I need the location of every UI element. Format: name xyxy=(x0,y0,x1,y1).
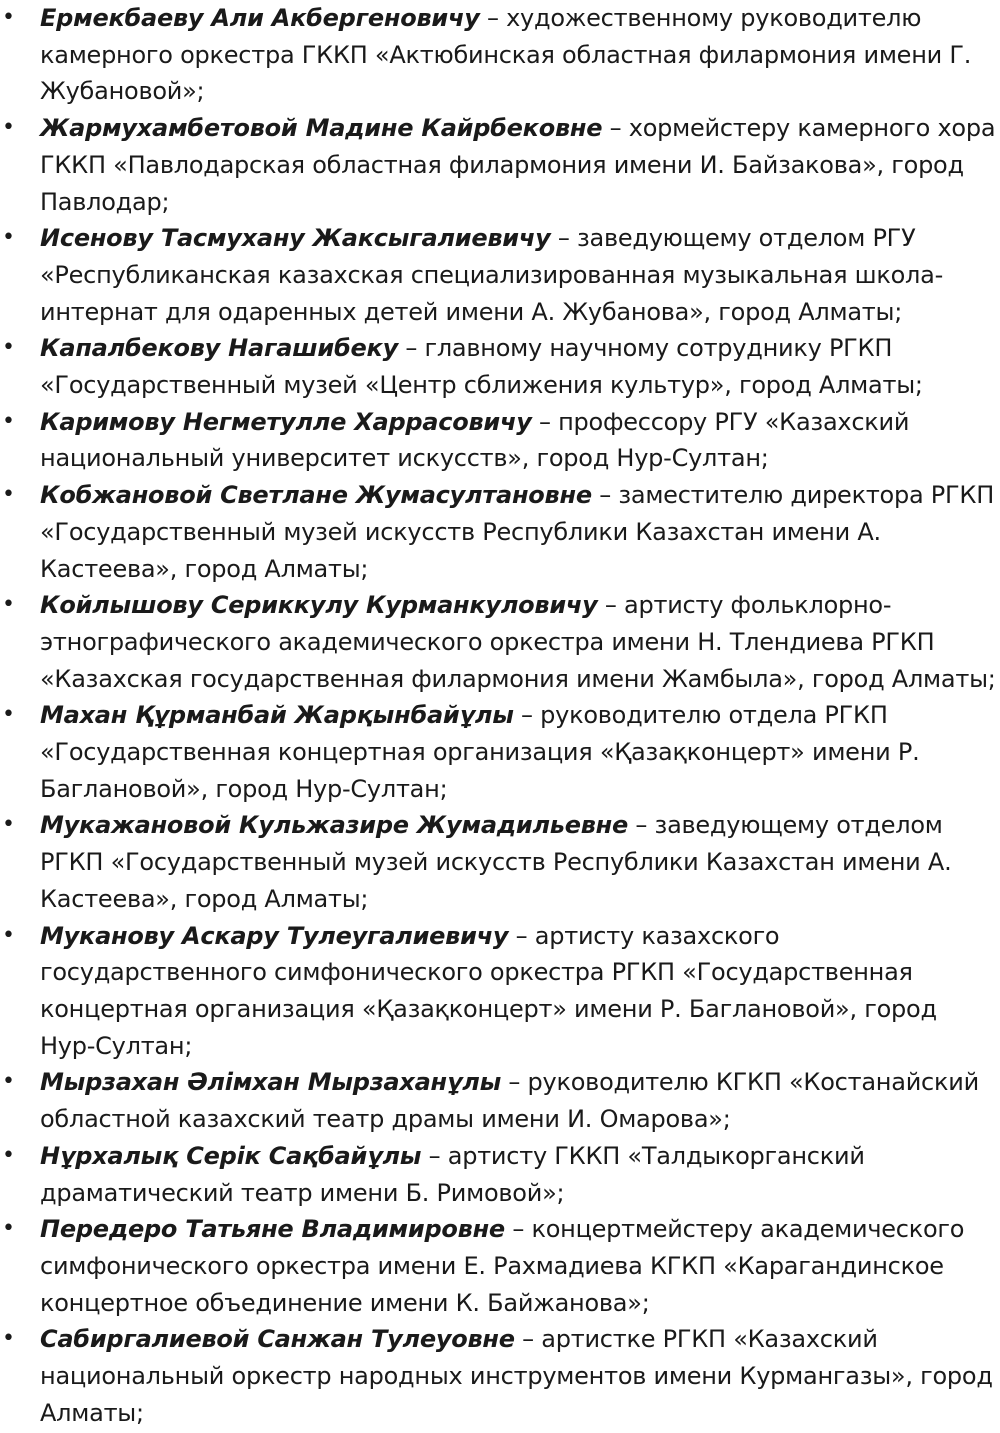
recipient-name: Капалбекову Нагашибеку xyxy=(40,334,398,363)
bullet-icon: • xyxy=(2,408,15,434)
list-item xyxy=(0,697,1000,807)
list-item xyxy=(0,587,1000,697)
list-item xyxy=(0,220,1000,330)
list-item xyxy=(0,918,1000,1065)
recipient-description: – артистке РГКП «Казахский национальный оркестр народных инструментов имени Курмангазы», город Алматы; xyxy=(40,1325,993,1427)
recipient-description: – главному научному сотруднику РГКП «Государственный музей «Центр сближения культур», город Алматы; xyxy=(40,334,923,400)
recipient-name: Жармухамбетовой Мадине Кайрбековне xyxy=(40,114,603,143)
list-item xyxy=(0,807,1000,917)
recipient-name: Ермекбаеву Али Акбергеновичу xyxy=(40,4,480,32)
bullet-icon: • xyxy=(2,1142,15,1168)
list-item xyxy=(0,110,1000,220)
recipient-description: – руководителю отдела РГКП «Государственная концертная организация «Қазақконцерт» имени Р. Баглановой», город Нур-Султан; xyxy=(40,701,920,803)
bullet-icon: • xyxy=(2,1069,15,1095)
bullet-icon: • xyxy=(2,702,15,728)
recipient-name: Мырзахан Әлімхан Мырзаханұлы xyxy=(40,1068,502,1097)
list-item xyxy=(0,1211,1000,1321)
recipient-description: – руководителю КГКП «Костанайский областной казахский театр драмы имени И. Омарова»; xyxy=(40,1068,979,1134)
list-item xyxy=(0,1064,1000,1137)
bullet-icon: • xyxy=(2,1326,15,1352)
recipient-name: Передеро Татьяне Владимировне xyxy=(40,1215,505,1244)
recipient-description: – художественному руководителю камерного оркестра ГККП «Актюбинская областная филармония имени Г. Жубановой»; xyxy=(40,4,972,106)
recipient-name: Муканову Аскару Тулеугалиевичу xyxy=(40,921,509,950)
list-item xyxy=(0,477,1000,587)
bullet-icon: • xyxy=(2,5,15,30)
recipient-description: – артисту ГККП «Талдыкорганский драматический театр имени Б. Римовой»; xyxy=(40,1141,865,1207)
bullet-icon: • xyxy=(2,812,15,838)
recipient-description: – заведующему отделом РГКП «Государственный музей искусств Республики Казахстан имени А. Кастеева», город Алматы; xyxy=(40,811,952,913)
list-item xyxy=(0,404,1000,477)
recipient-description: – концертмейстеру академического симфонического оркестра имени Е. Рахмадиева КГКП «Карагандинское концертное объединение имени К. Байжанова»; xyxy=(40,1215,965,1317)
recipient-description: – артисту казахского государственного симфонического оркестра РГКП «Государственная концертная организация «Қазақконцерт» имени Р. Баглановой», город Нур-Султан; xyxy=(40,921,937,1060)
list-item xyxy=(0,1321,1000,1431)
list-item xyxy=(0,0,1000,110)
recipient-description: – заведующему отделом РГУ «Республиканская казахская специализированная музыкальная школа-интернат для одаренных детей имени А. Жубанова», город Алматы; xyxy=(40,224,943,326)
list-item xyxy=(0,1138,1000,1211)
recipient-description: – хормейстеру камерного хора ГККП «Павлодарская областная филармония имени И. Байзакова», город Павлодар; xyxy=(40,114,996,216)
bullet-icon: • xyxy=(2,482,15,508)
recipient-name: Кобжановой Светлане Жумасултановне xyxy=(40,481,592,510)
bullet-icon: • xyxy=(2,922,15,948)
bullet-icon: • xyxy=(2,592,15,618)
bullet-icon: • xyxy=(2,225,15,251)
recipient-description: – заместителю директора РГКП «Государственный музей искусств Республики Казахстан имени А. Кастеева», город Алматы; xyxy=(40,481,994,583)
recipient-name: Каримову Негметулле Харрасовичу xyxy=(40,407,532,436)
bullet-icon: • xyxy=(2,115,15,141)
bullet-icon: • xyxy=(2,335,15,361)
recipient-name: Махан Құрманбай Жарқынбайұлы xyxy=(40,701,514,730)
recipient-name: Нұрхалық Серік Сақбайұлы xyxy=(40,1141,422,1170)
recipient-description: – артисту фольклорно-этнографического академического оркестра имени Н. Тлендиева РГКП «Казахская государственная филармония имени Жамбыла», город Алматы; xyxy=(40,591,996,693)
bullet-icon: • xyxy=(2,1216,15,1242)
recipient-description: – профессору РГУ «Казахский национальный университет искусств», город Нур-Султан; xyxy=(40,407,910,473)
recipient-name: Сабиргалиевой Санжан Тулеуовне xyxy=(40,1325,515,1354)
list-item xyxy=(0,330,1000,403)
recipient-name: Койлышову Сериккулу Курманкуловичу xyxy=(40,591,598,620)
recipient-name: Мукажановой Кульжазире Жумадильевне xyxy=(40,811,629,840)
recipient-name: Исенову Тасмухану Жаксыгалиевичу xyxy=(40,224,551,253)
